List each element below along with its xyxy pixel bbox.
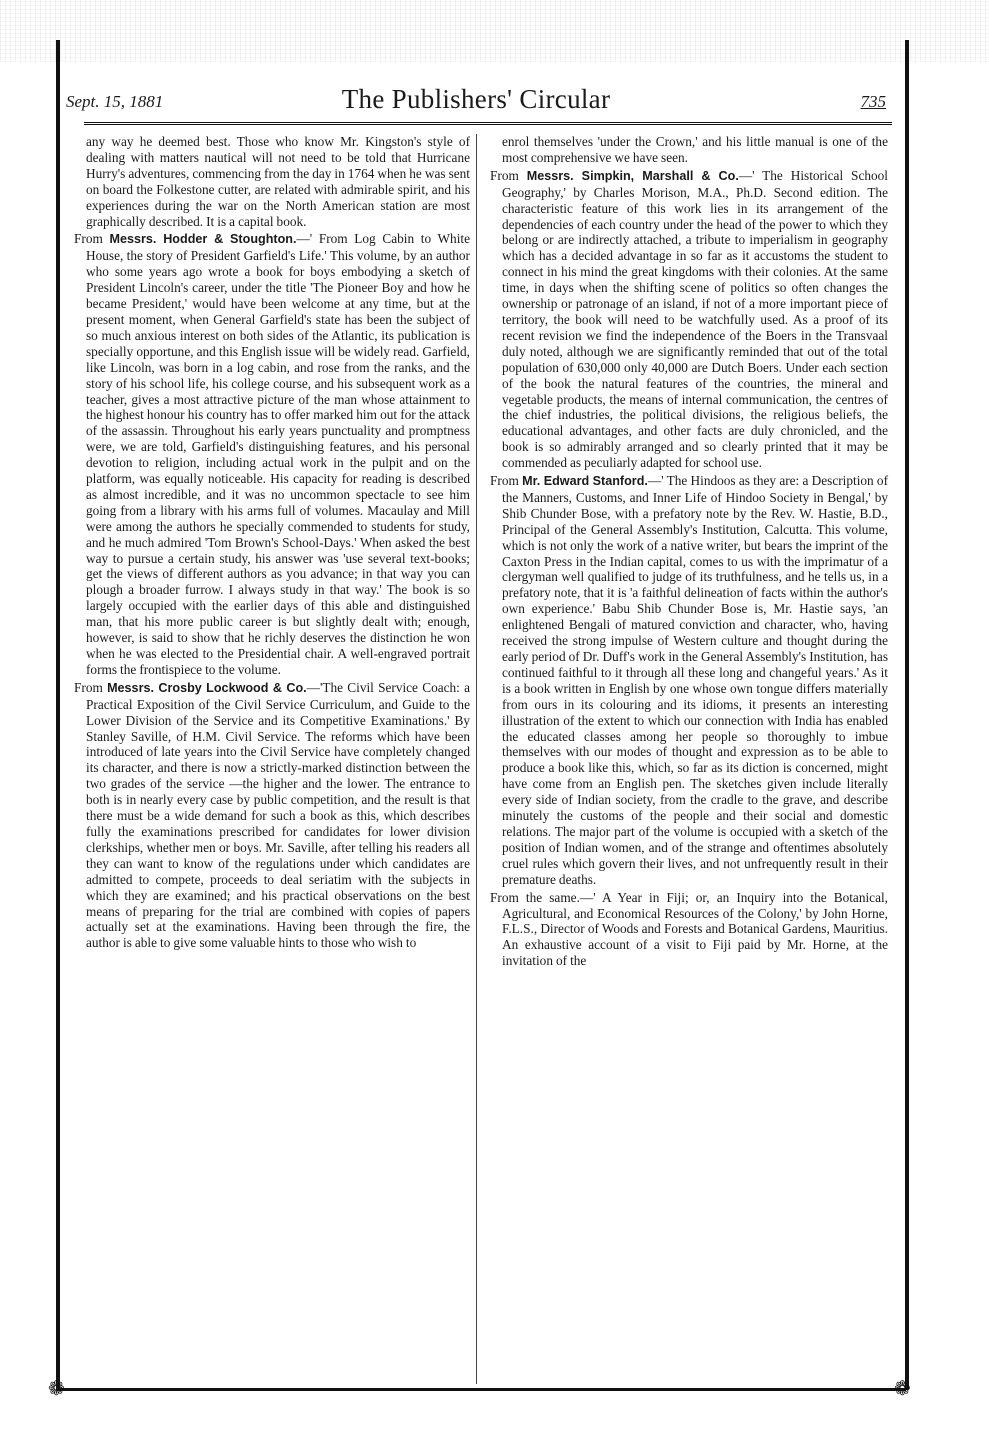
from-word: From [490, 473, 519, 489]
review-entry [490, 134, 888, 166]
entry-text: —' From Log Cabin to White House, the story of President Garfield's Life.' This volume, by an author who some years ago wrote a book for boys embodying a sketch of President Lincoln's career, under the title 'The Pioneer Boy and how he became President,' would have been welcome at any time, but at the present moment, when General Garfield's state has been the subject of so much anxious interest on both sides of the Atlantic, its publication is specially opportune, and this English issue will be widely read. Garfield, like Lincoln, was born in a log cabin, and rose from the ranks, and the story of his school life, his college course, and his subsequent work as a teacher, gives a most attractive picture of the man whose attainment to the highest honour his country has to offer marked him out for the attack of the assassin. Throughout his early years punctuality and promptness were, we are told, Garfield's distinguishing features, and his personal devotion to religion, including actual work in the pulpit and on the platform, was equally noticeable. His capacity for reading is described as almost incredible, and it was no uncommon spectacle to see him going from a library with his arms full of volumes. Macaulay and Mill were among the authors he specially commended to students for study, and he much admired 'Tom Brown's School-Days.' When asked the best way to pursue a certain study, his answer was 'use several text-books; get the views of different authors as you advance; in that way you can plough a broader furrow. I always study in that way.' The book is so largely occupied with the earlier days of this able and distinguished man, that his more public career is but slightly dealt with; enough, however, is said to show that he richly deserves the distinction he won when he was elected to the Presidential chair. A well-engraved portrait forms the frontispiece to the volume. [86, 231, 471, 677]
right-column [490, 134, 888, 971]
review-entry [490, 168, 888, 471]
issue-date: Sept. 15, 1881 [66, 92, 164, 111]
left-border-rule [56, 40, 60, 1390]
entry-text: —' The Hindoos as they are: a Description of the Manners, Customs, and Inner Life of Hindoo Society in Bengal,' by Shib Chunder Bose, with a prefatory note by the Rev. W. Hastie, B.D., Principal of the General Assembly's Institution, Calcutta. This volume, which is not only the work of a native writer, but bears the imprint of the Caxton Press in the Indian capital, comes to us with the imprimatur of a clergyman well qualified to judge of its truthfulness, and he tells us, in a prefatory note, that it is 'a faithful delineation of facts within the author's own experience.' Babu Shib Chunder Bose is, Mr. Hastie says, 'an enlightened Bengali of matured conviction and character, who, having received the strong impulse of Western culture and thought during the early period of Dr. Duff's work in the General Assembly's Institution, has continued faithful to it through all these long and changeful years.' As it is a book written in English by one whose own tongue differs materially from ours in its colouring and its idioms, it presents an interesting illustration of the extent to which our connection with India has enabled the educated classes among her people so thoroughly to imbue themselves with our modes of thought and expression as to be able to produce a book like this, which, so far as its diction is concerned, might have come from an English pen. The sketches given include literally every side of Indian society, from the cradle to the grave, and describe minutely the customs of the people and their social and domestic relations. The major part of the volume is occupied with a sketch of the position of Indian women, and of the strange and oftentimes absolutely cruel rules which govern their lives, and not unfrequently result in their premature deaths. [502, 473, 889, 887]
entry-text: any way he deemed best. Those who know Mr. Kingston's style of dealing with matters nautical will not need to be told that Hurricane Hurry's adventures, commencing from the day in 1764 when he was sent on board the Folkestone cutter, are related with admirable spirit, and his experiences during the war on the North American station are most graphically described. It is a capital book. [86, 134, 470, 229]
bottom-border-rule [56, 1388, 906, 1391]
flourish-icon: ❁ [894, 1378, 911, 1400]
publisher-name: Messrs. Hodder & Stoughton. [109, 232, 297, 247]
journal-title: The Publishers' Circular [341, 84, 611, 114]
page-header [66, 84, 886, 118]
entry-text: —' The Historical School Geography,' by Charles Morison, M.A., Ph.D. Second edition. The characteristic feature of this work lies in its arrangement of the dependencies of each country under the head of the power to which they belong or are indirectly attached, a tribute to imperialism in geography which has a decided advantage in so far as it accustoms the student to connect in his mind the great kingdoms with their colonies. At the same time, in days when the shifting scene of politics so often changes the ownership or patronage of an island, if not of a more important piece of territory, the book will need to be watchfully used. As a proof of its recent revision we find the independence of the Boers in the Transvaal duly noted, although we are significantly reminded that out of the total population of 630,000 only 40,000 are Dutch Boers. Under each section of the book the natural features of the countries, the mineral and vegetable products, the means of internal communication, the centres of the chief industries, the political divisions, the religious beliefs, the educational advantages, and other facts are duly chronicled, and the book is so admirably arranged and so clearly printed that it may be commended as peculiarly adapted for school use. [502, 167, 888, 471]
publisher-name: Messrs. Crosby Lockwood & Co. [107, 680, 307, 695]
right-border-rule [905, 40, 909, 1390]
left-column [74, 134, 470, 953]
page-top-smudge [0, 0, 989, 62]
flourish-icon: ❁ [48, 1378, 65, 1400]
entry-text: From the same.—' A Year in Fiji; or, an Inquiry into the Botanical, Agricultural, and Economical Resources of the Colony,' by John Horne, F.L.S., Director of Woods and Forests and Botanical Gardens, Mauritius. An exhaustive account of a visit to Fiji paid by Mr. Horne, at the invitation of the [490, 889, 888, 969]
review-entry [490, 890, 888, 970]
from-word: From [74, 679, 103, 695]
publisher-name: Mr. Edward Stanford. [522, 474, 648, 489]
entry-text: enrol themselves 'under the Crown,' and his little manual is one of the most comprehensive we have seen. [502, 134, 888, 165]
header-rule [84, 122, 892, 127]
review-entry [74, 231, 470, 677]
review-entry [490, 473, 888, 888]
review-entry [74, 680, 470, 951]
publisher-name: Messrs. Simpkin, Marshall & Co. [526, 168, 739, 183]
entry-text: —'The Civil Service Coach: a Practical Exposition of the Civil Service Curriculum, and Guide to the Lower Division of the Service and its Competitive Examinations.' By Stanley Saville, of H.M. Civil Service. The reforms which have been introduced of late years into the Civil Service have completely changed its character, and there is now a strictly-marked distinction between the two grades of the service —the higher and the lower. The entrance to both is in nearly every case by public competition, and the result is that there must be a wide demand for such a book as this, which describes fully the examinations prescribed for candidates for lower division clerkships, whether men or boys. Mr. Saville, after telling his readers all they can want to know of the regulations under which candidates are admitted to compete, proceeds to deal seriatim with the subjects in which they are examined; and his practical observations on the best means of preparing for the trial are combined with copies of papers actually set at the examinations. Having been through the fire, the author is able to give some valuable hints to those who wish to [86, 679, 470, 951]
page-number: 735 [860, 92, 886, 111]
column-divider [476, 134, 477, 1384]
from-word: From [74, 231, 103, 247]
review-entry [74, 134, 470, 229]
from-word: From [490, 167, 519, 183]
